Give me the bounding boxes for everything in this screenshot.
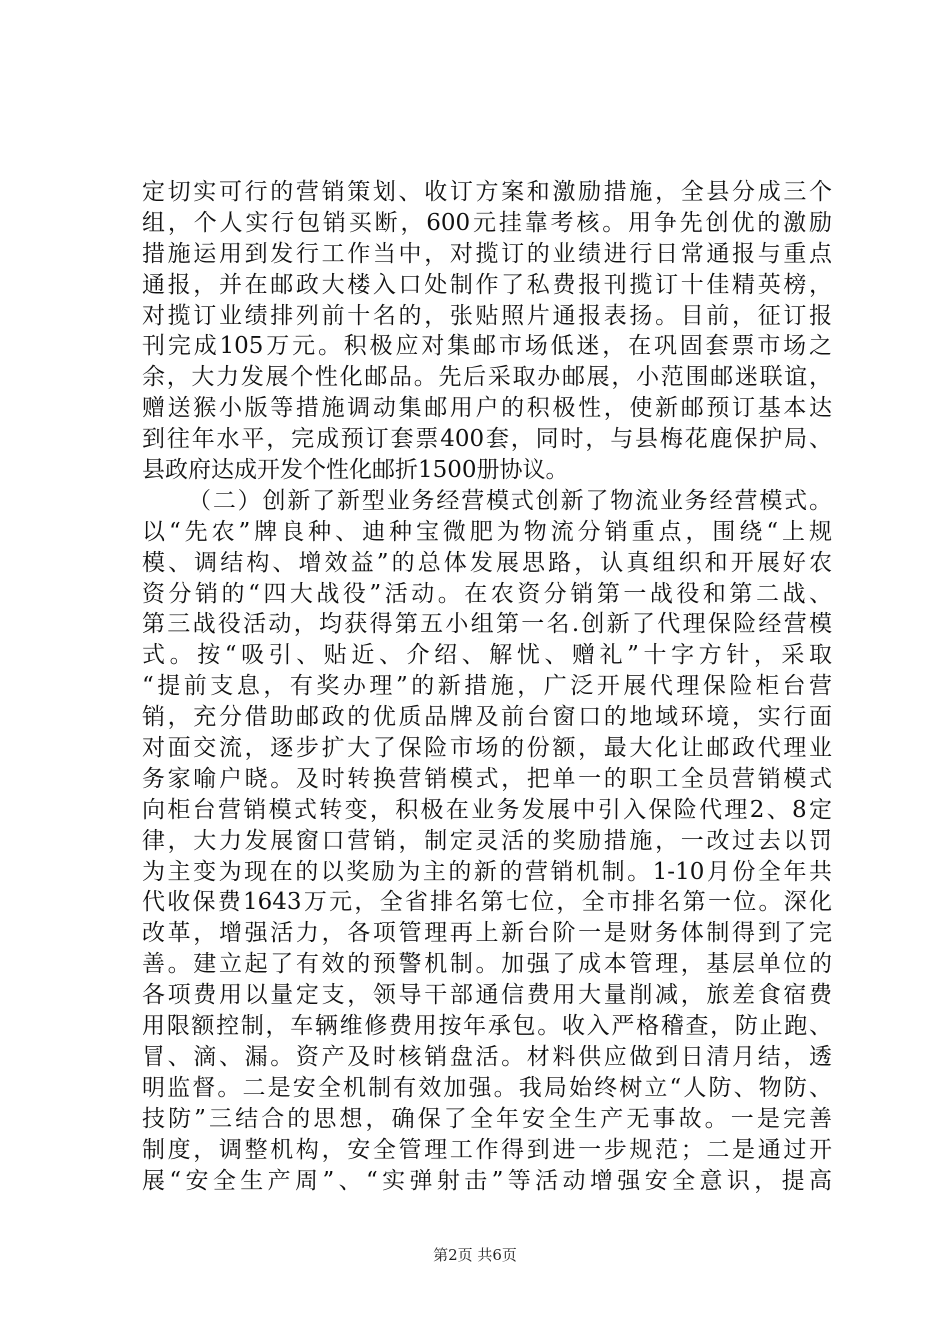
text-line: 对面交流，逐步扩大了保险市场的份额，最大化让邮政代理业 xyxy=(142,735,832,762)
text-line: 通报，并在邮政大楼入口处制作了私费报刊揽订十佳精英榜， xyxy=(142,271,832,298)
text-line: 制度，调整机构，安全管理工作得到进一步规范；二是通过开 xyxy=(142,1136,832,1163)
text-line: 展“安全生产周”、“实弹射击”等活动增强安全意识，提高 xyxy=(142,1167,832,1194)
text-line: 冒、滴、漏。资产及时核销盘活。材料供应做到日清月结，透 xyxy=(142,1043,832,1070)
text-line: 对揽订业绩排列前十名的，张贴照片通报表扬。目前，征订报 xyxy=(142,302,832,329)
text-line: 律，大力发展窗口营销，制定灵活的奖励措施，一改过去以罚 xyxy=(142,827,832,854)
text-line: 用限额控制，车辆维修费用按年承包。收入严格稽查，防止跑、 xyxy=(142,1013,832,1040)
text-line: 资分销的“四大战役”活动。在农资分销第一战役和第二战、 xyxy=(142,580,832,607)
text-line: 销，充分借助邮政的优质品牌及前台窗口的地域环境，实行面 xyxy=(142,704,832,731)
text-line: “提前支息，有奖办理”的新措施，广泛开展代理保险柜台营 xyxy=(142,673,832,700)
body-text xyxy=(142,177,832,1196)
text-line: 代收保费1643万元，全省排名第七位，全市排名第一位。深化 xyxy=(142,889,832,916)
text-line: 向柜台营销模式转变，积极在业务发展中引入保险代理2、8定 xyxy=(142,796,832,823)
text-line: 为主变为现在的以奖励为主的新的营销机制。1-10月份全年共 xyxy=(142,858,832,885)
text-line: 措施运用到发行工作当中，对揽订的业绩进行日常通报与重点 xyxy=(142,240,832,267)
text-line: 改革，增强活力，各项管理再上新台阶一是财务体制得到了完 xyxy=(142,920,832,947)
text-line: 技防”三结合的思想，确保了全年安全生产无事故。一是完善 xyxy=(142,1105,832,1132)
text-line: 明监督。二是安全机制有效加强。我局始终树立“人防、物防、 xyxy=(142,1074,832,1101)
text-line: 务家喻户晓。及时转换营销模式，把单一的职工全员营销模式 xyxy=(142,765,832,792)
text-line: 第三战役活动，均获得第五小组第一名.创新了代理保险经营模 xyxy=(142,611,832,638)
page-footer xyxy=(0,1244,950,1265)
text-line: 到往年水平，完成预订套票400套，同时，与县梅花鹿保护局、 xyxy=(142,426,832,453)
text-line: 以“先农”牌良种、迪种宝微肥为物流分销重点，围绕“上规 xyxy=(142,518,832,545)
text-line: 定切实可行的营销策划、收订方案和激励措施，全县分成三个 xyxy=(142,179,832,205)
text-line: 组，个人实行包销买断，600元挂靠考核。用争先创优的激励 xyxy=(142,209,832,236)
paragraph-start-line: （二）创新了新型业务经营模式创新了物流业务经营模式。 xyxy=(188,487,832,514)
text-line: 县政府达成开发个性化邮折1500册协议。 xyxy=(142,457,569,484)
text-line: 刊完成105万元。积极应对集邮市场低迷，在巩固套票市场之 xyxy=(142,333,832,360)
text-line: 式。按“吸引、贴近、介绍、解忧、赠礼”十字方针，采取 xyxy=(142,642,832,669)
text-line: 赠送猴小版等措施调动集邮用户的积极性，使新邮预订基本达 xyxy=(142,395,832,422)
page-number-label: 第2页 共6页 xyxy=(433,1246,517,1264)
text-line: 各项费用以量定支，领导干部通信费用大量削减，旅差食宿费 xyxy=(142,982,832,1009)
text-line: 模、调结构、增效益”的总体发展思路，认真组织和开展好农 xyxy=(142,549,832,576)
text-line: 善。建立起了有效的预警机制。加强了成本管理，基层单位的 xyxy=(142,951,832,978)
text-line: 余，大力发展个性化邮品。先后采取办邮展，小范围邮迷联谊， xyxy=(142,364,832,391)
